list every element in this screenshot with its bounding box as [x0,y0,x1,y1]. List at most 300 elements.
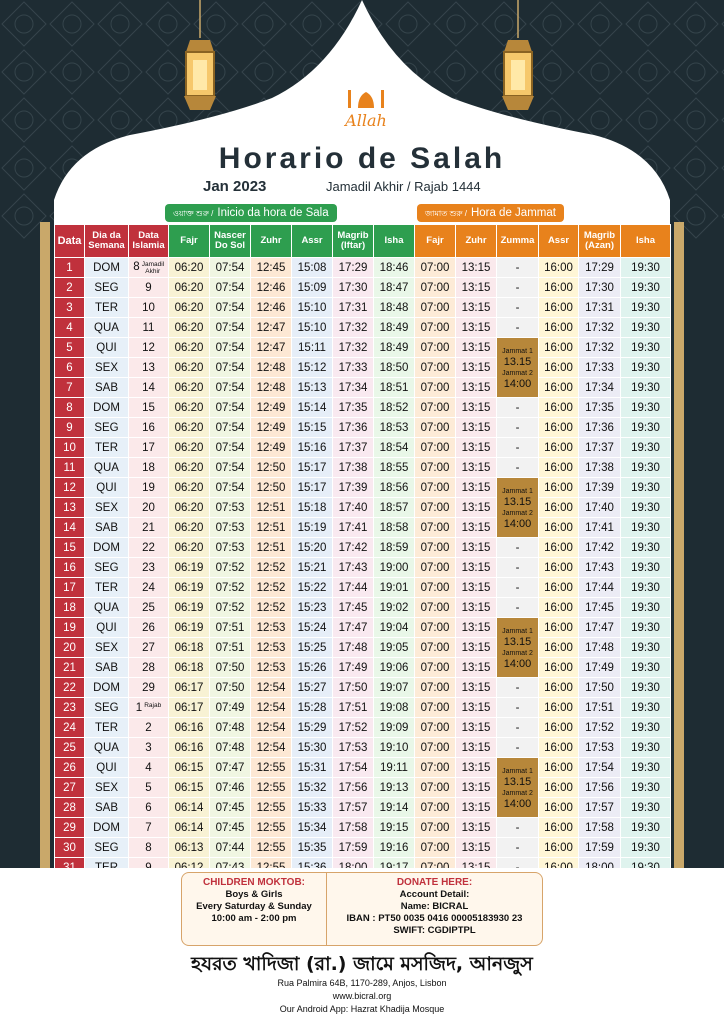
cell-jammat-assr: 16:00 [539,498,579,518]
cell-jammat-magrib: 17:53 [579,738,621,758]
cell-jammat-zuhr: 13:15 [456,638,497,658]
cell-sunrise: 07:44 [210,838,251,858]
page-title: Horario de Salah [218,142,506,175]
cell-fajr: 06:20 [169,358,210,378]
cell-zuhr: 12:55 [251,758,292,778]
cell-assr: 15:15 [292,418,333,438]
cell-jammat-zuhr: 13:15 [456,438,497,458]
cell-islamic-date: 8 [129,838,169,858]
cell-sunrise: 07:54 [210,358,251,378]
table-row [55,678,671,698]
cell-isha: 18:54 [374,438,415,458]
cell-fajr: 06:20 [169,258,210,278]
start-time-label: ওয়াক্ত শুরু / Inicio da hora de Sala [165,204,337,222]
cell-jammat-fajr: 07:00 [415,498,456,518]
cell-fajr: 06:20 [169,438,210,458]
month-label: Jan 2023 [203,178,267,195]
table-row [55,498,671,518]
cell-sunrise: 07:52 [210,598,251,618]
cell-sunrise: 07:53 [210,518,251,538]
cell-fajr: 06:20 [169,498,210,518]
cell-assr: 15:35 [292,838,333,858]
cell-jammat-magrib: 17:54 [579,758,621,778]
cell-date: 24 [55,718,85,738]
table-row [55,318,671,338]
cell-islamic-date: 11 [129,318,169,338]
cell-jammat-magrib: 17:36 [579,418,621,438]
cell-zumma: - [497,298,539,318]
cell-zumma: - [497,278,539,298]
cell-assr: 15:25 [292,638,333,658]
cell-jammat-fajr: 07:00 [415,678,456,698]
cell-magrib: 17:32 [333,338,374,358]
cell-jammat-isha: 19:30 [621,618,671,638]
cell-sunrise: 07:53 [210,498,251,518]
cell-sunrise: 07:45 [210,818,251,838]
cell-fajr: 06:14 [169,818,210,838]
cell-jammat-assr: 16:00 [539,318,579,338]
cell-jammat-fajr: 07:00 [415,838,456,858]
cell-jammat-assr: 16:00 [539,638,579,658]
table-row [55,798,671,818]
cell-isha: 18:47 [374,278,415,298]
cell-jammat-isha: 19:30 [621,498,671,518]
cell-jammat-magrib: 17:38 [579,458,621,478]
mosque-name: হযরত খাদিজা (রা.) জামে মসজিদ, আনজুস [191,953,533,975]
zumma-jammat-block: Jammat 1 13.15 Jammat 2 14:00 [497,758,539,818]
cell-zuhr: 12:52 [251,578,292,598]
cell-fajr: 06:15 [169,778,210,798]
cell-jammat-isha: 19:30 [621,718,671,738]
cell-date: 7 [55,378,85,398]
cell-magrib: 17:45 [333,598,374,618]
cell-weekday: TER [85,298,129,318]
cell-jammat-fajr: 07:00 [415,778,456,798]
cell-jammat-zuhr: 13:15 [456,518,497,538]
cell-islamic-date: 25 [129,598,169,618]
cell-zuhr: 12:49 [251,438,292,458]
cell-fajr: 06:15 [169,758,210,778]
cell-sunrise: 07:54 [210,298,251,318]
cell-fajr: 06:20 [169,398,210,418]
cell-jammat-assr: 16:00 [539,838,579,858]
cell-assr: 15:32 [292,778,333,798]
cell-magrib: 17:34 [333,378,374,398]
cell-jammat-zuhr: 13:15 [456,658,497,678]
col-jammat-assr: Assr [539,225,579,258]
cell-jammat-fajr: 07:00 [415,598,456,618]
cell-magrib: 17:40 [333,498,374,518]
cell-jammat-isha: 19:30 [621,678,671,698]
cell-zumma: - [497,678,539,698]
cell-assr: 15:10 [292,318,333,338]
cell-jammat-zuhr: 13:15 [456,298,497,318]
cell-jammat-magrib: 17:52 [579,718,621,738]
cell-zuhr: 12:47 [251,338,292,358]
cell-jammat-isha: 19:30 [621,598,671,618]
cell-date: 13 [55,498,85,518]
cell-jammat-isha: 19:30 [621,558,671,578]
cell-jammat-isha: 19:30 [621,398,671,418]
cell-date: 6 [55,358,85,378]
cell-jammat-zuhr: 13:15 [456,598,497,618]
cell-fajr: 06:20 [169,338,210,358]
cell-fajr: 06:16 [169,738,210,758]
cell-jammat-fajr: 07:00 [415,418,456,438]
cell-fajr: 06:14 [169,798,210,818]
cell-islamic-date: 16 [129,418,169,438]
cell-jammat-assr: 16:00 [539,698,579,718]
cell-jammat-magrib: 17:35 [579,398,621,418]
cell-sunrise: 07:48 [210,718,251,738]
cell-jammat-assr: 16:00 [539,478,579,498]
cell-isha: 18:50 [374,358,415,378]
cell-jammat-magrib: 17:59 [579,838,621,858]
cell-date: 23 [55,698,85,718]
cell-isha: 19:16 [374,838,415,858]
lantern-right-icon [494,0,542,120]
cell-jammat-assr: 16:00 [539,378,579,398]
cell-isha: 18:56 [374,478,415,498]
cell-fajr: 06:16 [169,718,210,738]
cell-weekday: QUI [85,478,129,498]
cell-jammat-isha: 19:30 [621,278,671,298]
cell-jammat-isha: 19:30 [621,458,671,478]
cell-fajr: 06:20 [169,538,210,558]
cell-assr: 15:21 [292,558,333,578]
mosque-logo-icon [336,80,396,136]
cell-islamic-date: 13 [129,358,169,378]
cell-jammat-magrib: 17:40 [579,498,621,518]
cell-isha: 18:48 [374,298,415,318]
cell-sunrise: 07:54 [210,418,251,438]
table-row [55,258,671,278]
cell-weekday: QUI [85,618,129,638]
cell-date: 21 [55,658,85,678]
cell-date: 11 [55,458,85,478]
cell-assr: 15:24 [292,618,333,638]
cell-jammat-assr: 16:00 [539,558,579,578]
cell-jammat-isha: 19:30 [621,798,671,818]
cell-isha: 19:02 [374,598,415,618]
cell-jammat-zuhr: 13:15 [456,698,497,718]
zumma-jammat-block: Jammat 1 13.15 Jammat 2 14:00 [497,478,539,538]
cell-weekday: SEX [85,498,129,518]
cell-zuhr: 12:54 [251,738,292,758]
cell-jammat-magrib: 17:32 [579,318,621,338]
cell-zuhr: 12:51 [251,538,292,558]
cell-isha: 19:14 [374,798,415,818]
cell-isha: 19:04 [374,618,415,638]
cell-sunrise: 07:54 [210,438,251,458]
cell-jammat-magrib: 17:49 [579,658,621,678]
cell-jammat-magrib: 17:37 [579,438,621,458]
cell-isha: 18:49 [374,338,415,358]
website-link[interactable]: www.bicral.org [332,991,392,1001]
cell-fajr: 06:17 [169,678,210,698]
cell-isha: 18:49 [374,318,415,338]
cell-assr: 15:30 [292,738,333,758]
cell-date: 28 [55,798,85,818]
cell-islamic-date: 4 [129,758,169,778]
cell-islamic-date: 2 [129,718,169,738]
table-row [55,338,671,358]
cell-jammat-assr: 16:00 [539,718,579,738]
cell-jammat-zuhr: 13:15 [456,578,497,598]
cell-magrib: 17:59 [333,838,374,858]
cell-sunrise: 07:45 [210,798,251,818]
cell-assr: 15:20 [292,538,333,558]
cell-islamic-date: 5 [129,778,169,798]
cell-sunrise: 07:50 [210,678,251,698]
cell-jammat-zuhr: 13:15 [456,278,497,298]
cell-sunrise: 07:52 [210,558,251,578]
cell-zuhr: 12:54 [251,678,292,698]
cell-weekday: SEX [85,358,129,378]
cell-jammat-isha: 19:30 [621,658,671,678]
cell-zuhr: 12:54 [251,698,292,718]
cell-islamic-date: 10 [129,298,169,318]
cell-weekday: SAB [85,658,129,678]
cell-jammat-magrib: 17:41 [579,518,621,538]
col-assr: Assr [292,225,333,258]
cell-magrib: 17:33 [333,358,374,378]
donate-info: DONATE HERE: Account Detail: Name: BICRAL IBAN : PT50 0035 0416 00005183930 23 SWIFT: CGDIPTPL [346,877,523,936]
cell-assr: 15:16 [292,438,333,458]
cell-weekday: QUA [85,598,129,618]
cell-jammat-isha: 19:30 [621,818,671,838]
cell-assr: 15:26 [292,658,333,678]
cell-magrib: 17:53 [333,738,374,758]
cell-magrib: 17:29 [333,258,374,278]
table-row [55,478,671,498]
cell-sunrise: 07:50 [210,658,251,678]
cell-islamic-date: 9 [129,278,169,298]
table-row [55,638,671,658]
cell-weekday: SEX [85,778,129,798]
cell-isha: 18:58 [374,518,415,538]
cell-jammat-assr: 16:00 [539,738,579,758]
cell-assr: 15:11 [292,338,333,358]
cell-jammat-magrib: 17:33 [579,358,621,378]
cell-assr: 15:09 [292,278,333,298]
cell-isha: 19:06 [374,658,415,678]
cell-jammat-zuhr: 13:15 [456,838,497,858]
cell-fajr: 06:20 [169,278,210,298]
cell-jammat-magrib: 17:43 [579,558,621,578]
cell-islamic-date: 8 Jamadil Akhir [129,258,169,278]
cell-assr: 15:34 [292,818,333,838]
cell-jammat-magrib: 17:42 [579,538,621,558]
cell-jammat-zuhr: 13:15 [456,618,497,638]
cell-jammat-fajr: 07:00 [415,438,456,458]
cell-fajr: 06:20 [169,378,210,398]
cell-jammat-fajr: 07:00 [415,398,456,418]
cell-fajr: 06:20 [169,298,210,318]
cell-jammat-zuhr: 13:15 [456,338,497,358]
cell-jammat-zuhr: 13:15 [456,358,497,378]
cell-zumma: - [497,258,539,278]
cell-magrib: 17:52 [333,718,374,738]
cell-weekday: QUA [85,318,129,338]
col-islamic-date: Data Islamia [129,225,169,258]
cell-islamic-date: 14 [129,378,169,398]
table-row [55,658,671,678]
cell-zuhr: 12:45 [251,258,292,278]
cell-jammat-zuhr: 13:15 [456,258,497,278]
cell-sunrise: 07:46 [210,778,251,798]
cell-zuhr: 12:51 [251,518,292,538]
cell-date: 29 [55,818,85,838]
cell-zumma: - [497,418,539,438]
cell-weekday: DOM [85,258,129,278]
cell-assr: 15:28 [292,698,333,718]
col-weekday: Dia da Semana [85,225,129,258]
cell-date: 15 [55,538,85,558]
cell-assr: 15:12 [292,358,333,378]
cell-date: 1 [55,258,85,278]
cell-jammat-magrib: 17:29 [579,258,621,278]
cell-fajr: 06:18 [169,638,210,658]
cell-jammat-magrib: 17:48 [579,638,621,658]
cell-jammat-magrib: 17:34 [579,378,621,398]
cell-zumma: - [497,738,539,758]
cell-isha: 18:51 [374,378,415,398]
cell-jammat-zuhr: 13:15 [456,818,497,838]
cell-islamic-date: 1 Rajab [129,698,169,718]
cell-jammat-fajr: 07:00 [415,698,456,718]
cell-magrib: 17:56 [333,778,374,798]
cell-zumma: - [497,398,539,418]
prayer-schedule-table [54,224,671,878]
cell-islamic-date: 26 [129,618,169,638]
cell-isha: 19:10 [374,738,415,758]
table-row [55,538,671,558]
cell-zuhr: 12:49 [251,418,292,438]
cell-isha: 18:59 [374,538,415,558]
cell-isha: 19:15 [374,818,415,838]
cell-sunrise: 07:54 [210,338,251,358]
table-row [55,518,671,538]
col-fajr: Fajr [169,225,210,258]
cell-zumma: - [497,438,539,458]
cell-sunrise: 07:52 [210,578,251,598]
cell-isha: 19:05 [374,638,415,658]
table-row [55,598,671,618]
cell-jammat-fajr: 07:00 [415,718,456,738]
cell-date: 22 [55,678,85,698]
cell-magrib: 17:58 [333,818,374,838]
table-row [55,698,671,718]
cell-jammat-assr: 16:00 [539,578,579,598]
cell-sunrise: 07:54 [210,278,251,298]
cell-weekday: SEG [85,838,129,858]
cell-jammat-assr: 16:00 [539,658,579,678]
cell-fajr: 06:19 [169,598,210,618]
cell-jammat-magrib: 17:58 [579,818,621,838]
cell-magrib: 17:44 [333,578,374,598]
cell-jammat-magrib: 17:31 [579,298,621,318]
cell-islamic-date: 28 [129,658,169,678]
lantern-left-icon [176,0,224,120]
cell-jammat-zuhr: 13:15 [456,378,497,398]
cell-jammat-assr: 16:00 [539,398,579,418]
cell-zuhr: 12:53 [251,638,292,658]
moktob-info: CHILDREN MOKTOB: Boys & Girls Every Saturday & Sunday 10:00 am - 2:00 pm [196,877,312,924]
cell-weekday: DOM [85,538,129,558]
cell-jammat-isha: 19:30 [621,338,671,358]
cell-date: 26 [55,758,85,778]
cell-magrib: 17:48 [333,638,374,658]
table-row [55,438,671,458]
cell-date: 12 [55,478,85,498]
cell-jammat-isha: 19:30 [621,438,671,458]
cell-magrib: 17:49 [333,658,374,678]
cell-fajr: 06:20 [169,458,210,478]
cell-jammat-magrib: 17:45 [579,598,621,618]
cell-jammat-fajr: 07:00 [415,558,456,578]
cell-jammat-fajr: 07:00 [415,578,456,598]
cell-jammat-zuhr: 13:15 [456,458,497,478]
cell-assr: 15:14 [292,398,333,418]
cell-zuhr: 12:54 [251,718,292,738]
cell-jammat-magrib: 17:56 [579,778,621,798]
cell-fajr: 06:19 [169,578,210,598]
cell-jammat-fajr: 07:00 [415,738,456,758]
cell-zuhr: 12:55 [251,818,292,838]
cell-jammat-fajr: 07:00 [415,278,456,298]
cell-sunrise: 07:54 [210,478,251,498]
cell-jammat-isha: 19:30 [621,418,671,438]
cell-islamic-date: 7 [129,818,169,838]
cell-assr: 15:10 [292,298,333,318]
cell-jammat-isha: 19:30 [621,318,671,338]
cell-zumma: - [497,578,539,598]
cell-assr: 15:23 [292,598,333,618]
table-row [55,298,671,318]
cell-jammat-zuhr: 13:15 [456,498,497,518]
cell-jammat-assr: 16:00 [539,678,579,698]
cell-zuhr: 12:46 [251,278,292,298]
cell-magrib: 17:41 [333,518,374,538]
cell-jammat-fajr: 07:00 [415,638,456,658]
cell-jammat-fajr: 07:00 [415,618,456,638]
cell-isha: 19:08 [374,698,415,718]
islamic-month-note: Jamadil Akhir [141,260,165,275]
zumma-jammat-block: Jammat 1 13.15 Jammat 2 14:00 [497,338,539,398]
cell-zuhr: 12:55 [251,778,292,798]
cell-islamic-date: 3 [129,738,169,758]
cell-weekday: SAB [85,378,129,398]
cell-jammat-fajr: 07:00 [415,358,456,378]
table-row [55,558,671,578]
cell-isha: 18:46 [374,258,415,278]
cell-date: 20 [55,638,85,658]
cell-jammat-assr: 16:00 [539,598,579,618]
cell-weekday: SEG [85,418,129,438]
table-row [55,418,671,438]
cell-isha: 19:09 [374,718,415,738]
cell-fajr: 06:17 [169,698,210,718]
cell-date: 18 [55,598,85,618]
cell-jammat-isha: 19:30 [621,638,671,658]
table-row [55,618,671,638]
cell-weekday: QUI [85,338,129,358]
cell-weekday: TER [85,718,129,738]
cell-jammat-fajr: 07:00 [415,318,456,338]
cell-sunrise: 07:54 [210,398,251,418]
cell-date: 27 [55,778,85,798]
